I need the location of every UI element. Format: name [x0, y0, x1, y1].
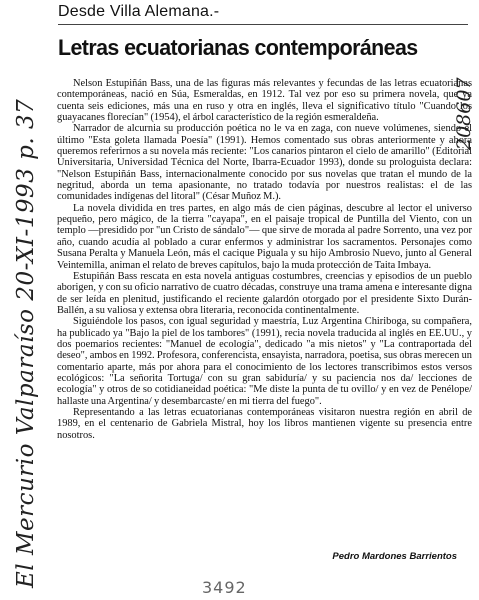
- article-body: [57, 78, 472, 441]
- article-paragraph-6: Representando a las letras ecuatorianas contemporáneas visitaron nuestra región en abril de 1989, en el centenario de Gabriela Mistral, hoy los libros mantienen vigente su presencia entre nosotros.: [57, 406, 472, 441]
- handwritten-source-note: El Mercurio Valparaíso 20-XI-1993 p. 37: [13, 98, 39, 588]
- article-headline: Letras ecuatorianas contemporáneas: [58, 35, 418, 60]
- article-paragraph-1: Nelson Estupiñán Bass, una de las figuras más relevantes y fecundas de las letras ecuatorianas contemporáneas, nació en Súa, Esmeraldas, en 1912. Tal vez por eso su primera novela, que ya cuenta seis ediciones, más una en ruso y otra en inglés, lleva el significativo título "Cuando los guayacanes florecían" (1954), el árbol característico de la región esmeraldeña.: [57, 78, 472, 124]
- section-label: Desde Villa Alemana.-: [58, 3, 220, 20]
- article-paragraph-5: Siguiéndole los pasos, con igual seguridad y maestría, Luz Argentina Chiriboga, su compañera, ha publicado ya "Bajo la piel de los tambores" (1991), recia novela traducida al inglés en EE.UU., y dos poemarios recientes: "Manuel de ecología", dedicado "a mis nietos" y "La contraportada del deseo", ambos en 1992. Profesora, conferencista, ensayista, narradora, poetisa, sus obras merecen un comentario aparte, más por ahora para el conocimiento de los lectores transcribimos estos versos ecológicos: "La señorita Tortuga/ con su gran sabiduría/ y su paciencia nos da/ lecciones de ecología" y otros de so cotidianeidad poética: "Me diste la punta de tu ovillo/ y en vez de Penélope/ hallaste una Argentina/ y desembarcaste/ en mi tierra del fuego".: [57, 316, 472, 407]
- article-paragraph-4: Estupiñán Bass rescata en esta novela antiguas costumbres, creencias y episodios de un pueblo aborigen, y con su oficio narrativo de cuatro décadas, construye una trama amena e interesante digna de ser leída en plenitud, justificando el reciente galardón otorgado por el presidente Sixto Durán-Ballén, a su valiosa y extensa obra literaria, reconocida continentalmente.: [57, 270, 472, 316]
- article-paragraph-2: Narrador de alcurnia su producción poética no le va en zaga, con nueve volúmenes, siendo el último "Esta goleta llamada Poesía" (1991). Hemos comentado sus obras anteriormente y ahora queremos referirnos a su novela más reciente: "Los canarios pintaron el cielo de amarillo" (Editorial Universitaria, Universidad Técnica del Norte, Ibarra-Ecuador 1993), donde su prologuista declara: "Nelson Estupiñán Bass, internacionalmente conocido por sus novelas que tratan el mundo de la negritud, aborda un tema apasionante, no tratado todavía por nuestros realistas: el de las comunidades indígenas del litoral" (César Muñoz M.).: [57, 123, 472, 203]
- page-number: 3492: [202, 578, 247, 597]
- article-paragraph-3: La novela dividida en tres partes, en algo más de cien páginas, descubre al lector el universo pequeño, pero mágico, de la tierra "cayapa", en el paisaje tropical de Puntilla del Viento, con un templo —presidido por "un Cristo de sándalo"— que sirve de morada al padre Sorrento, una vez por año, cuando acudía al poblado a curar enfermos y administrar los sacramentos. Personajes como Susana Peralta y Manuela León, más el cacique Piguala y su hijo Ambrosio Nuevo, junto al General Veintemilla, animan el relato de breves capítulos, bajo la muda protección de Taita Imbaya.: [57, 202, 472, 271]
- handwritten-archive-code: 208607: [453, 77, 475, 150]
- author-byline: Pedro Mardones Barrientos: [332, 551, 457, 562]
- section-divider: [58, 24, 468, 25]
